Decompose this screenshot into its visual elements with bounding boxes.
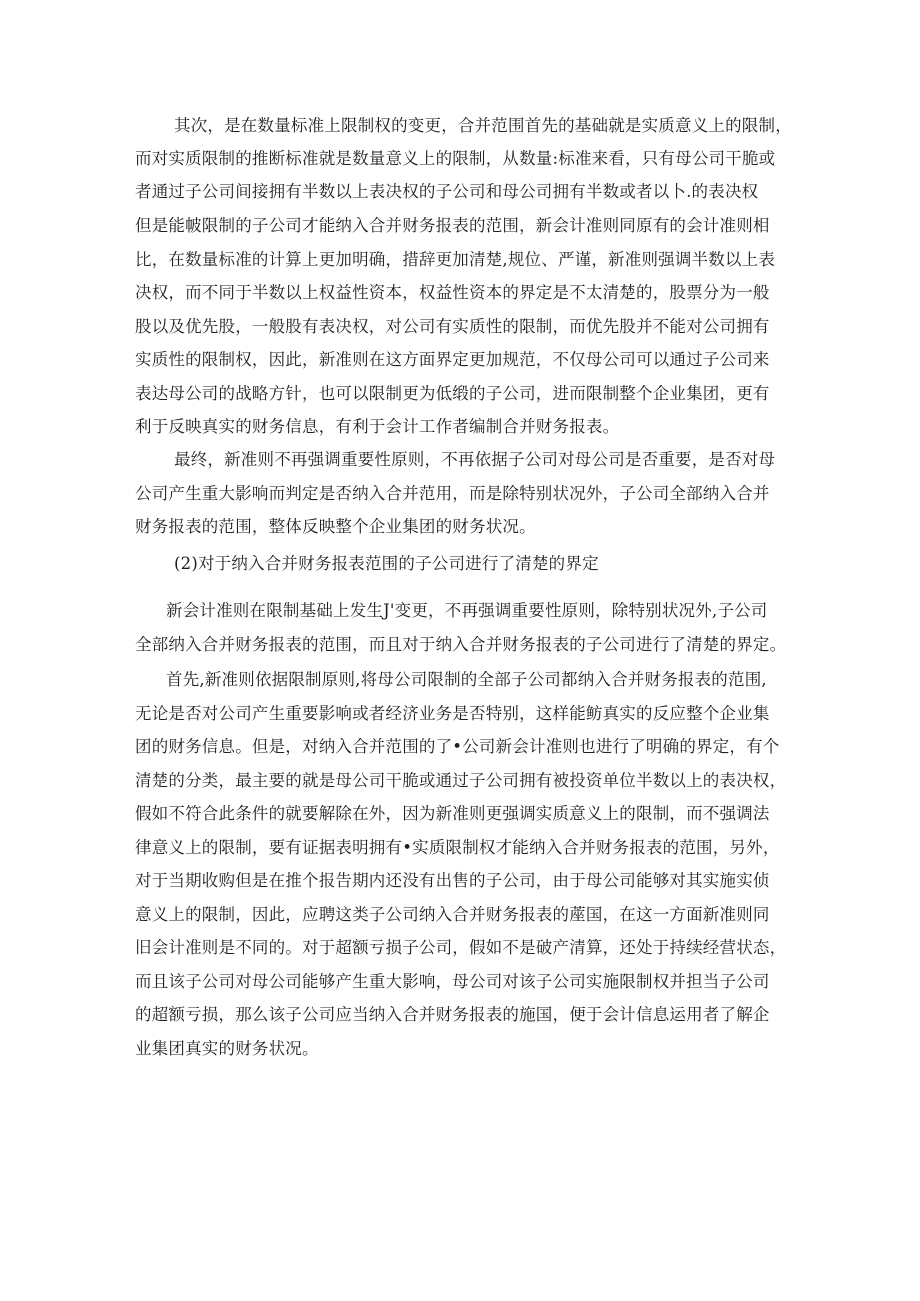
paragraph-1-line-5: 比，在数量标准的计算上更加明确，措辞更加清楚,规位、严谨，新准则强调半数以上表 xyxy=(135,250,776,269)
paragraph-1-line-9: 表达母公司的战略方针，也可以限制更为低缎的子公司，进而限制整个企业集团，更有 xyxy=(135,384,770,403)
paragraph-1-line-7: 股以及优先股，一般股有表决权，对公司有实质性的限制，而优先股并不能对公司拥有 xyxy=(135,317,770,336)
paragraph-4-line-3: 团的财务信息。但是，对纳入合并范围的了•公司新会计准则也进行了明确的界定，有个 xyxy=(135,737,780,756)
paragraph-3-line-2: 全部纳入合并财务报表的范围，而且对于纳入合并财务报表的子公司进行了清楚的界定。 xyxy=(135,635,787,654)
paragraph-2-line-2: 公司产生重大影响而判定是否纳入合并范用，而是除特别状况外，子公司全部纳入合并 xyxy=(135,484,770,503)
paragraph-4-line-6: 律意义上的限制，要有证据表明拥有•实质限制权才能纳入合并财务报表的范围，另外， xyxy=(135,838,780,857)
paragraph-4-line-4: 清楚的分类，最主要的就是母公司干脆或通过子公司拥有被投资单位半数以上的表决权， xyxy=(135,771,787,790)
paragraph-1-line-6: 决权，而不同于半数以上权益性资本，权益性资本的界定是不太清楚的，股票分为一般 xyxy=(135,283,770,302)
paragraph-4-line-1: 首先,新准则依据限制原则,将母公司限制的全部子公司都纳入合并财务报表的范围, xyxy=(166,670,767,689)
paragraph-1-line-10: 利于反映真实的财务信息，有利于会计工作者编制合并财务报表。 xyxy=(135,417,620,436)
paragraph-3-line-1: 新会计准则在限制基础上发生J'变更，不再强调重要性原则，除特别状况外,子公司 xyxy=(166,601,768,620)
paragraph-4-line-5: 假如不符合此条件的就要解除在外，因为新准则更强调实质意义上的限制，而不强调法 xyxy=(135,804,770,823)
paragraph-4-line-7: 对于当期收购但是在推个报告期内还没有出售的子公司，由于母公司能够对其实施实侦 xyxy=(135,871,770,890)
section-heading: (2)对于纳入合并财务报表范围的子公司进行了清楚的界定 xyxy=(174,554,599,573)
paragraph-4-line-11: 的超额亏损，那么该子公司应当纳入合并财务报表的施国，便于会计信息运用者了解企 xyxy=(135,1005,770,1024)
paragraph-4-line-8: 意义上的限制，因此，应聘这类子公司纳入合并财务报表的蓙国，在这一方面新准则同 xyxy=(135,905,770,924)
paragraph-2-line-3: 财务报表的范围，整体反映整个企业集团的财务状况。 xyxy=(135,517,536,536)
paragraph-4-line-12: 业集团真实的财务状况。 xyxy=(135,1039,319,1058)
paragraph-1-line-3: 者通过子公司间接拥有半数以上表决权的子公司和母公司拥有半数或者以卜.的表决权 xyxy=(135,182,759,201)
paragraph-1-line-1: 其次，是在数量标准上限制权的变更，合并范围首先的基础就是实质意义上的限制， xyxy=(174,116,792,135)
paragraph-4-line-9: 旧会计准则是不同的。对于超额亏损子公司，假如不是破产清算，还处于持续经营状态， xyxy=(135,938,787,957)
paragraph-1-line-4: 但是能帔限制的子公司才能纳入合并财务报表的范围，新会计准则同原有的会计准则相 xyxy=(135,216,770,235)
paragraph-4-line-10: 而且该子公司对母公司能够产生重大影响，母公司对该子公司实施限制权并担当子公司 xyxy=(135,972,770,991)
paragraph-2-line-1: 最终，新准则不再强调重要性原则，不再依据子公司对母公司是否重要，是否对母 xyxy=(174,450,776,469)
paragraph-1-line-2: 而对实质限制的推断标准就是数量意义上的限制，从数量:标准来看，只有母公司干脆或 xyxy=(135,149,776,168)
paragraph-1-line-8: 实质性的限制权，因此，新准则在这方面界定更加规范，不仅母公司可以通过子公司来 xyxy=(135,350,770,369)
paragraph-4-line-2: 无论是否对公司产生重要影响或者经济业务是否特别，这样能鲂真实的反应整个企业集 xyxy=(135,704,770,723)
